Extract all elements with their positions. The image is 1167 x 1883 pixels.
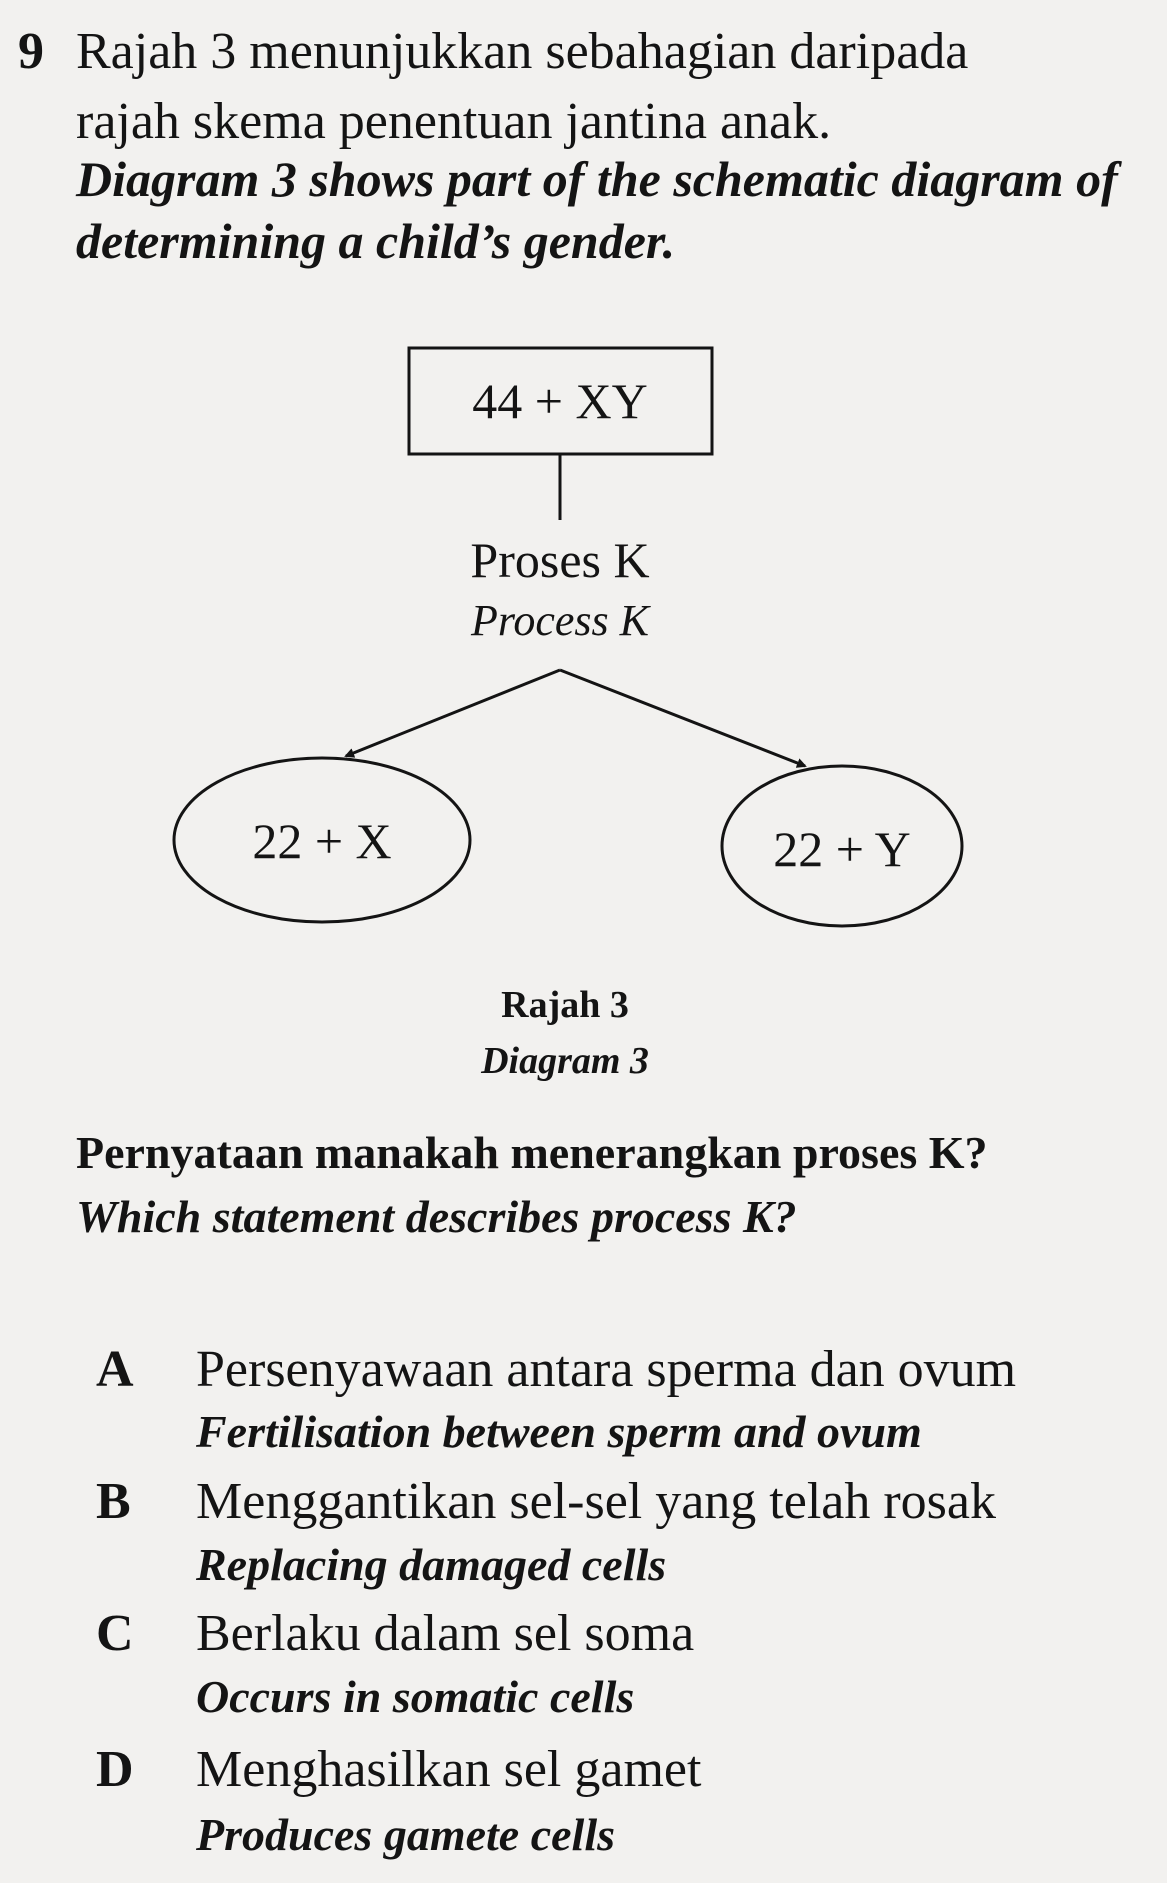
stem-en-line1: Diagram 3 shows part of the schematic diagram of: [76, 151, 1118, 207]
option-a-text-en[interactable]: Fertilisation between sperm and ovum: [196, 1406, 922, 1457]
option-b-text-ms[interactable]: Menggantikan sel-sel yang telah rosak: [196, 1473, 996, 1530]
stem-en-line2: determining a child’s gender.: [76, 213, 676, 269]
parent-box-label: 44 + XY: [472, 373, 648, 429]
prompt-ms: Pernyataan manakah menerangkan proses K?: [76, 1127, 988, 1178]
arrow-right: [560, 670, 805, 766]
question-number: 9: [18, 23, 44, 80]
option-d-text-en[interactable]: Produces gamete cells: [196, 1809, 616, 1860]
option-b-letter[interactable]: B: [96, 1473, 131, 1530]
option-c-text-en[interactable]: Occurs in somatic cells: [196, 1671, 635, 1722]
caption-ms: Rajah 3: [501, 984, 629, 1026]
option-d-letter[interactable]: D: [96, 1741, 134, 1798]
gamete-right-label: 22 + Y: [773, 821, 911, 877]
prompt-en: Which statement describes process K?: [76, 1191, 797, 1242]
stem-ms-line1: Rajah 3 menunjukkan sebahagian daripada: [76, 23, 969, 80]
caption-en: Diagram 3: [481, 1040, 649, 1082]
stem-ms-line2: rajah skema penentuan jantina anak.: [76, 93, 832, 150]
process-label-ms: Proses K: [470, 532, 650, 588]
arrow-left: [346, 670, 560, 756]
option-c-letter[interactable]: C: [96, 1605, 134, 1662]
option-a-text-ms[interactable]: Persenyawaan antara sperma dan ovum: [196, 1341, 1017, 1398]
process-label-en: Process K: [470, 596, 650, 645]
option-c-text-ms[interactable]: Berlaku dalam sel soma: [196, 1605, 695, 1662]
option-a-letter[interactable]: A: [96, 1341, 134, 1398]
gamete-left-label: 22 + X: [252, 813, 392, 869]
option-b-text-en[interactable]: Replacing damaged cells: [196, 1539, 667, 1590]
option-d-text-ms[interactable]: Menghasilkan sel gamet: [196, 1741, 702, 1798]
